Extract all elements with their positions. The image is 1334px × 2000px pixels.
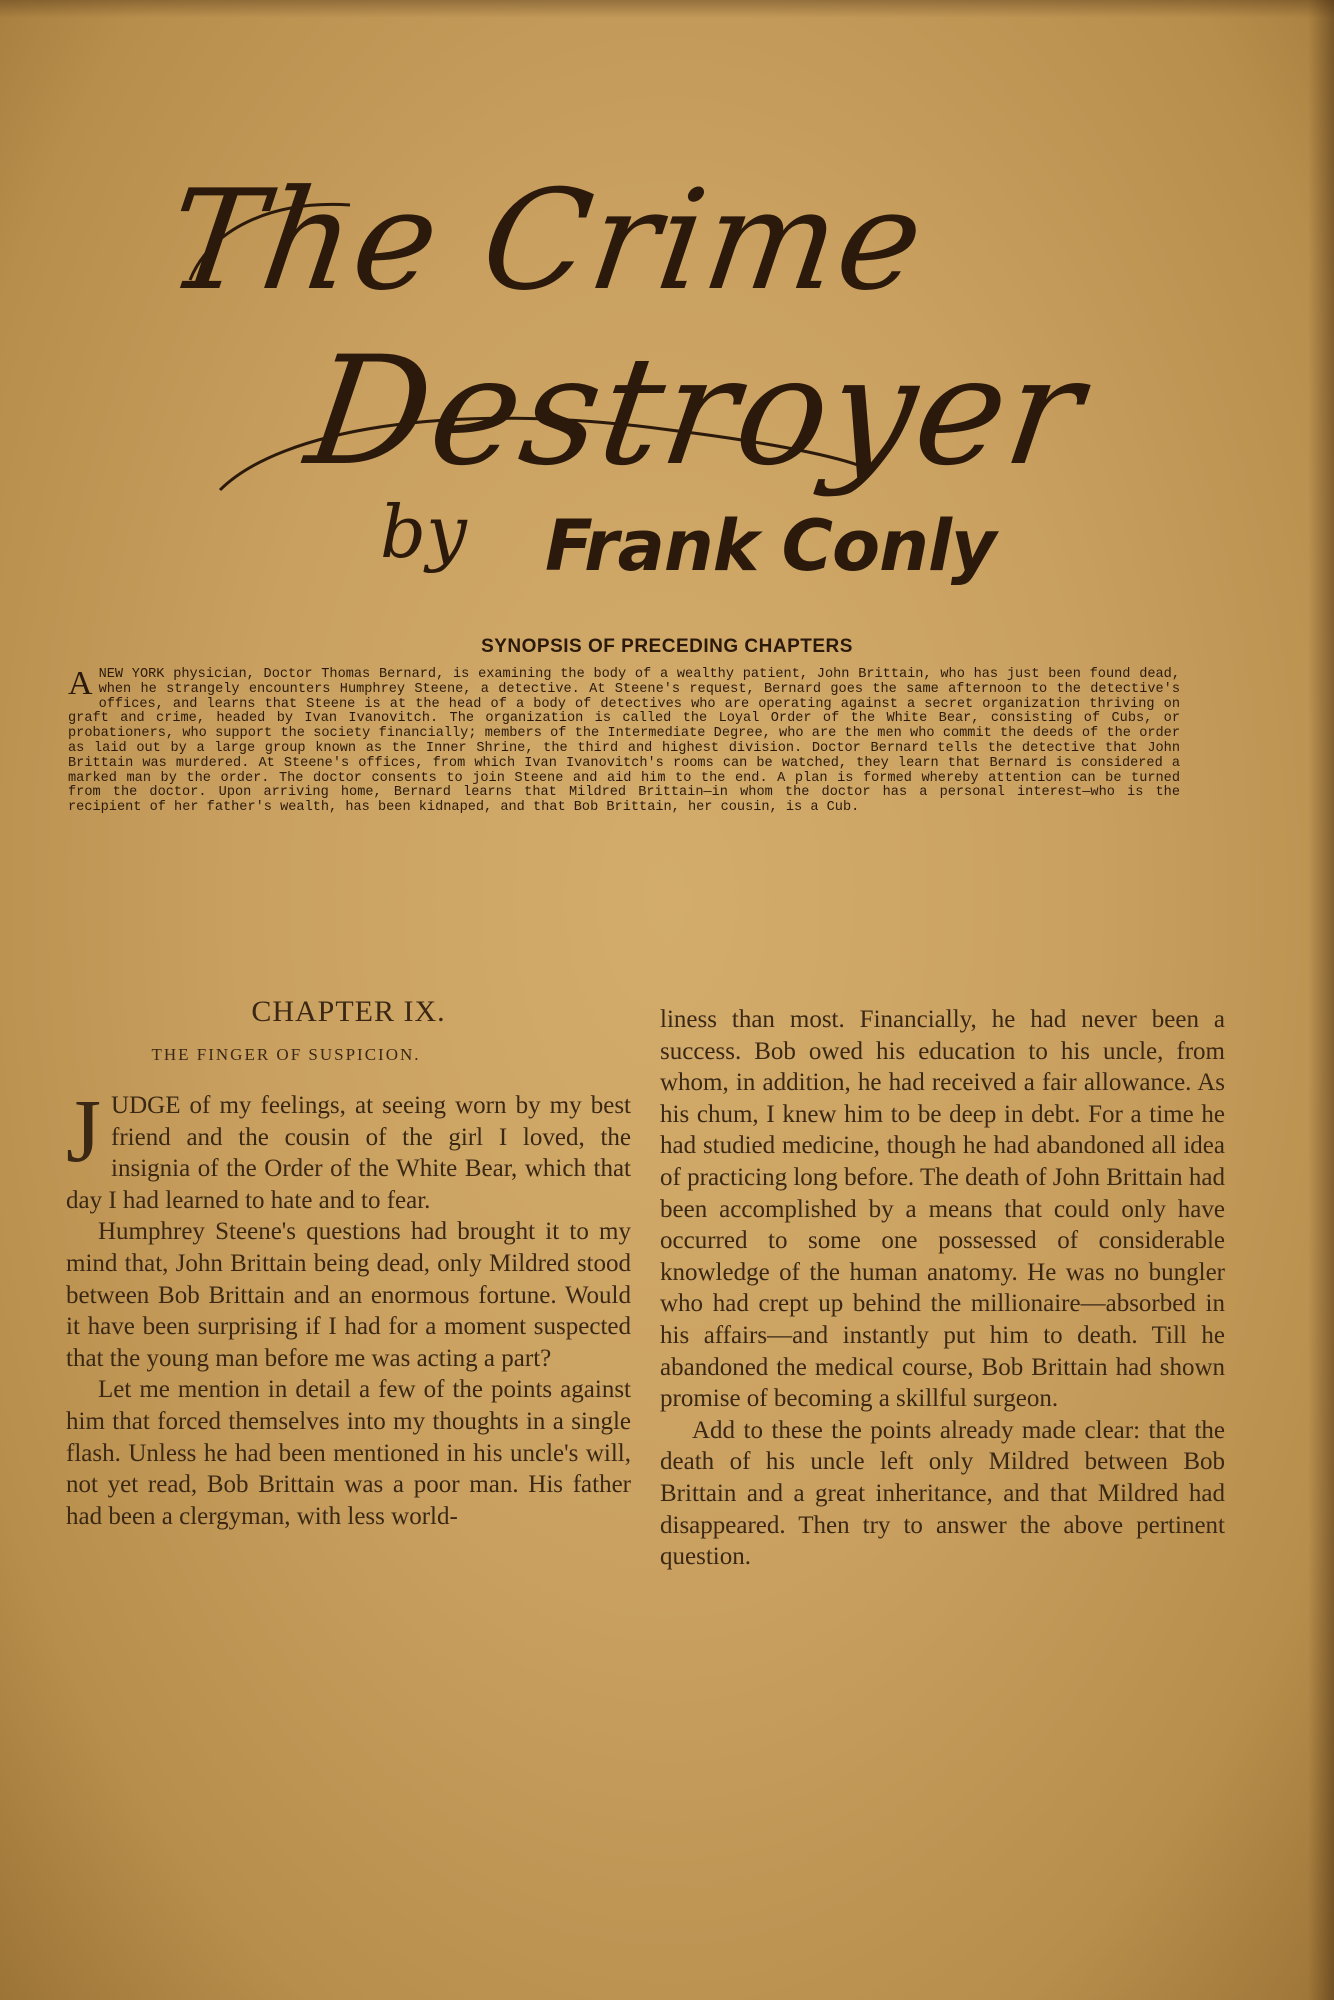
drop-cap: J	[66, 1082, 102, 1181]
title-line-2: Destroyer	[297, 325, 1094, 499]
synopsis-initial: A	[68, 665, 93, 702]
page-right-shadow	[1308, 0, 1334, 2000]
paragraph: JUDGE of my feelings, at seeing worn by my best friend and the cousin of the girl I loved, the insignia of the Order of the White Bear, which that day I had learned to hate and to fear.	[66, 1082, 631, 1214]
right-column	[660, 1004, 1225, 1573]
paragraph: Let me mention in detail a few of the points against him that forced themselves into my thoughts in a single flash. Unless he had been mentioned in his uncle's will, not yet read, Bob Brittain was a poor man. His father had been a clergyman, with less world-	[66, 1376, 631, 1530]
synopsis-text	[68, 665, 1180, 816]
page-top-shadow	[0, 0, 1334, 18]
title-by: by	[380, 490, 467, 574]
chapter-subtitle: THE FINGER OF SUSPICION.	[151, 1045, 421, 1064]
title-swash-ornament	[150, 160, 1130, 630]
paragraph: Humphrey Steene's questions had brought it to my mind that, John Brittain being dead, only Mildred stood between Bob Brittain and an enormous fortune. Would it have been surprising if I had for a moment suspected that the young man before me was acting a part?	[66, 1218, 631, 1372]
author-name: Frank Conly	[545, 505, 996, 587]
paragraph: Add to these the points already made clear: that the death of his uncle left only Mildred between Bob Brittain and a great inheritance, and that Mildred had disappeared. Then try to answer the above pertinent question.	[660, 1416, 1225, 1571]
chapter-number: CHAPTER IX.	[251, 995, 446, 1028]
synopsis-body: NEW YORK physician, Doctor Thomas Bernard, is examining the body of a wealthy patient, John Brittain, who has just been found dead, when he strangely encounters Humphrey Steene, a detective. At Steene's request, Bernard goes the same afternoon to the detective's offices, and learns that Steene is at the head of a body of detectives who are operating against a secret organization thriving on graft and crime, headed by Ivan Ivanovitch. The organization is called the Loyal Order of the White Bear, consisting of Cubs, or probationers, who support the society financially; members of the Intermediate Degree, who are the men who commit the deeds of the order as laid out by a large group known as the Inner Shrine, the third and highest division. Doctor Bernard tells the detective that John Brittain was murdered. At Steene's offices, from which Ivan Ivanovitch's rooms can be watched, they learn that Bernard is considered a marked man by the order. The doctor consents to join Steene and aid him to the end. A plan is formed whereby attention can be turned from the doctor. Upon arriving home, Bernard learns that Mildred Brittain—in whom the doctor has a personal interest—who is the recipient of her father's wealth, has been kidnaped, and that Bob Brittain, her cousin, is a Cub.	[68, 667, 1180, 816]
paragraph: liness than most. Financially, he had never been a success. Bob owed his education to his uncle, from whom, in addition, he had received a fair allowance. As his chum, I knew him to be deep in debt. For a time he had studied medicine, though he had abandoned all idea of practicing long before. The death of John Brittain had been accomplished by a means that could only have occurred to some one possessed of considerable knowledge of the human anatomy. He was no bungler who had crept up behind the millionaire—absorbed in his affairs—and instantly put him to death. Till he abandoned the medical course, Bob Brittain had shown promise of becoming a skillful surgeon.	[660, 1006, 1225, 1413]
title-line-1: The Crime	[158, 160, 935, 321]
synopsis-heading: SYNOPSIS OF PRECEDING CHAPTERS	[481, 636, 853, 657]
left-column	[66, 1082, 631, 1532]
